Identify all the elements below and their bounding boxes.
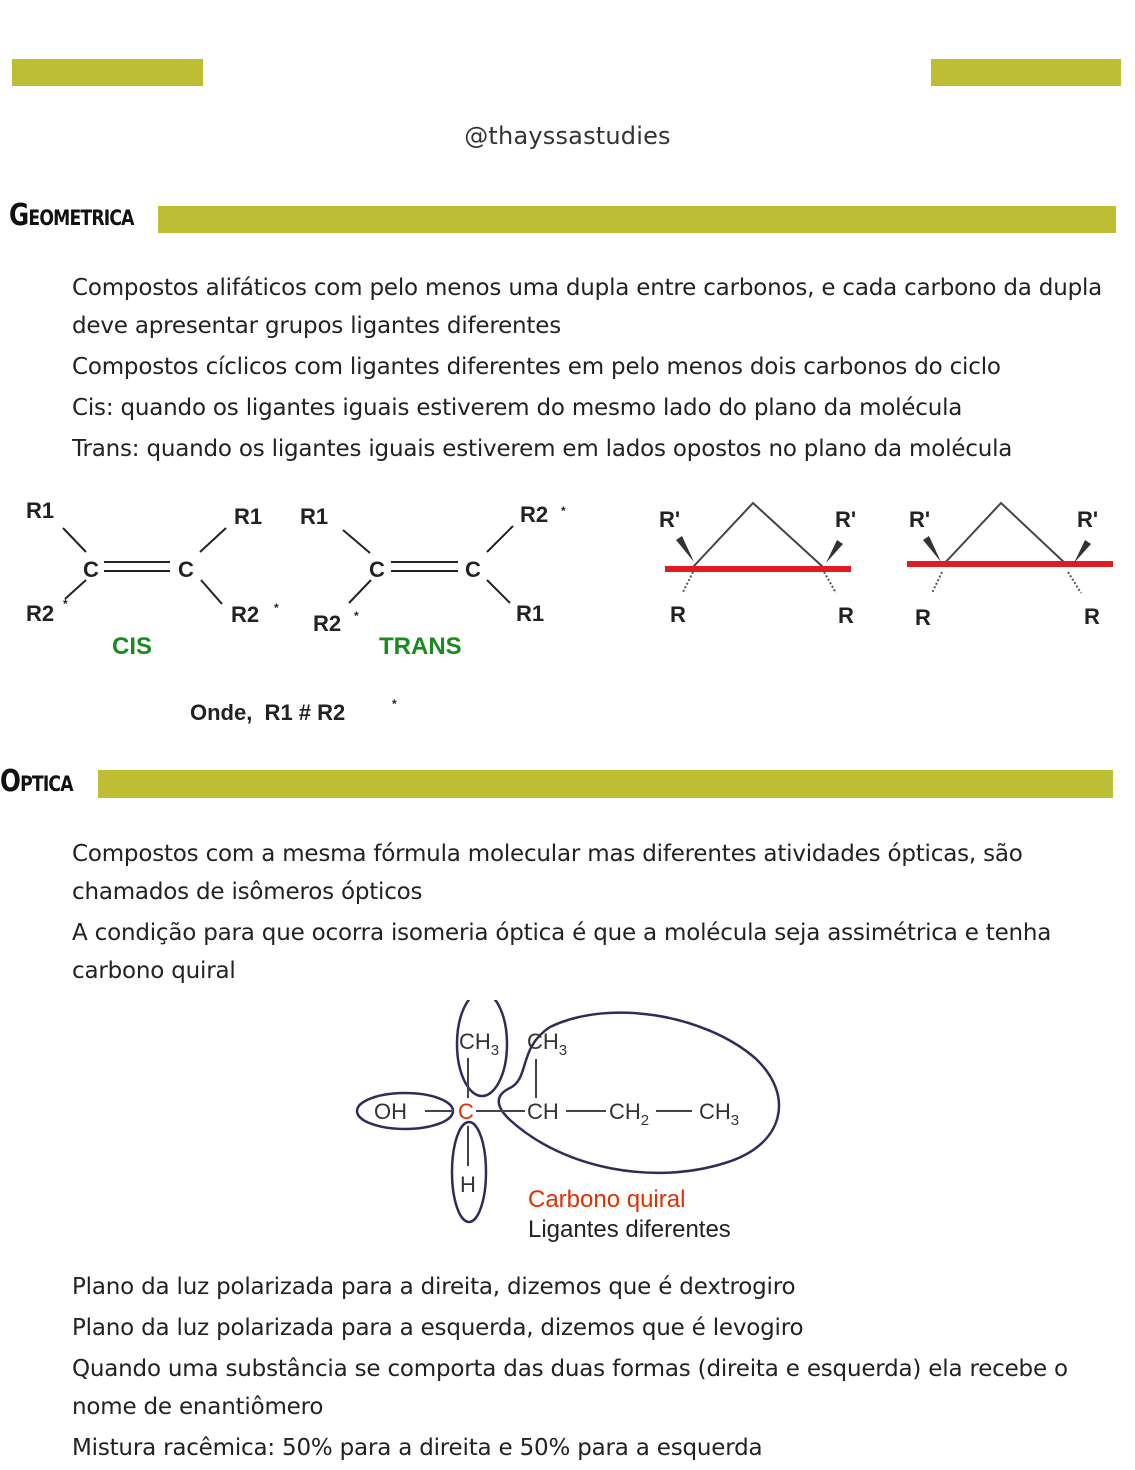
optica-line: A condição para que ocorra isomeria óptica é que a molécula seja assimétrica e tenha carbono quiral	[72, 920, 1052, 984]
chiral-carbon-label: Carbono quiral	[528, 1186, 686, 1213]
optica-line: Plano da luz polarizada para a esquerda, dizemos que é levogiro	[72, 1315, 804, 1341]
ring1-rp-right: R'	[835, 507, 857, 532]
trans-r2-left: R2	[313, 611, 342, 636]
cis-r1-right: R1	[234, 504, 263, 529]
geometrica-line: Compostos cíclicos com ligantes diferentes em pelo menos dois carbonos do ciclo	[72, 354, 1001, 380]
ch3-left: $CH_3$	[459, 1029, 500, 1059]
optica-line: Compostos com a mesma fórmula molecular mas diferentes atividades ópticas, são chamados de isômeros ópticos	[72, 841, 1023, 905]
ring2-rp-left: R'	[909, 507, 931, 532]
optica-line: Quando uma substância se comporta das duas formas (direita e esquerda) ela recebe o nome de enantiômero	[72, 1356, 1068, 1420]
trans-r2-left-star: *	[354, 609, 359, 623]
trans-c-left: C	[369, 557, 385, 582]
ring2-rp-right: R'	[1077, 507, 1099, 532]
oh-group: OH	[374, 1099, 407, 1124]
heading-geometrica: Geometrica	[9, 198, 134, 233]
author-handle: @thayssastudies	[464, 122, 671, 150]
trans-r2-right-star: *	[561, 504, 566, 518]
cis-trans-diagram	[10, 490, 580, 735]
trans-c-right: C	[465, 557, 481, 582]
ch3-right: $CH_3$	[527, 1029, 568, 1059]
optica-text-2	[72, 1268, 1107, 1470]
geometrica-line: Compostos alifáticos com pelo menos uma dupla entre carbonos, e cada carbono da dupla deve apresentar grupos ligantes diferentes	[72, 275, 1103, 339]
geometrica-line: Cis: quando os ligantes iguais estiverem do mesmo lado do plano da molécula	[72, 395, 963, 421]
heading-optica-bar	[98, 770, 1113, 798]
ch-group: CH	[527, 1099, 559, 1124]
ring1-rp-left: R'	[659, 507, 681, 532]
cis-c-right: C	[178, 557, 194, 582]
cis-c-left: C	[83, 557, 99, 582]
optica-line: Plano da luz polarizada para a direita, dizemos que é dextrogiro	[72, 1274, 796, 1300]
geometrica-text	[72, 269, 1107, 471]
ring1-r-right: R	[838, 603, 854, 628]
cis-r2-right: R2	[231, 602, 260, 627]
heading-optica: Optica	[0, 764, 73, 799]
optica-text	[72, 835, 1107, 993]
cis-r2-right-star: *	[274, 601, 279, 615]
ring2-r-right: R	[1084, 604, 1100, 629]
cyclic-diagrams	[650, 490, 1120, 640]
different-ligands-label: Ligantes diferentes	[528, 1216, 731, 1243]
ring1-r-left: R	[670, 602, 686, 627]
optica-line: Mistura racêmica: 50% para a direita e 50% para a esquerda	[72, 1435, 763, 1461]
cis-label: CIS	[112, 633, 153, 660]
onde-note-star: *	[392, 697, 397, 711]
chiral-molecule-diagram	[350, 1000, 790, 1250]
ring2-r-left: R	[915, 605, 931, 630]
trans-r1-right: R1	[516, 601, 545, 626]
ch3-end: $CH_3$	[699, 1099, 740, 1129]
chiral-carbon: C	[458, 1099, 474, 1124]
trans-r1-left: R1	[300, 504, 329, 529]
trans-r2-right: R2	[520, 502, 549, 527]
cis-r2-left: R2	[26, 601, 55, 626]
trans-label: TRANS	[379, 633, 462, 660]
h-group: H	[460, 1172, 476, 1197]
top-left-bar	[12, 59, 203, 86]
top-right-bar	[931, 59, 1121, 86]
cis-r1-left: R1	[26, 498, 55, 523]
heading-geometrica-bar	[158, 206, 1116, 233]
onde-note: Onde, R1 # R2	[190, 700, 346, 725]
ch2-group: $CH_2$	[609, 1099, 650, 1129]
cis-r2-left-star: *	[63, 597, 68, 611]
geometrica-line: Trans: quando os ligantes iguais estiverem em lados opostos no plano da molécula	[72, 436, 1013, 462]
